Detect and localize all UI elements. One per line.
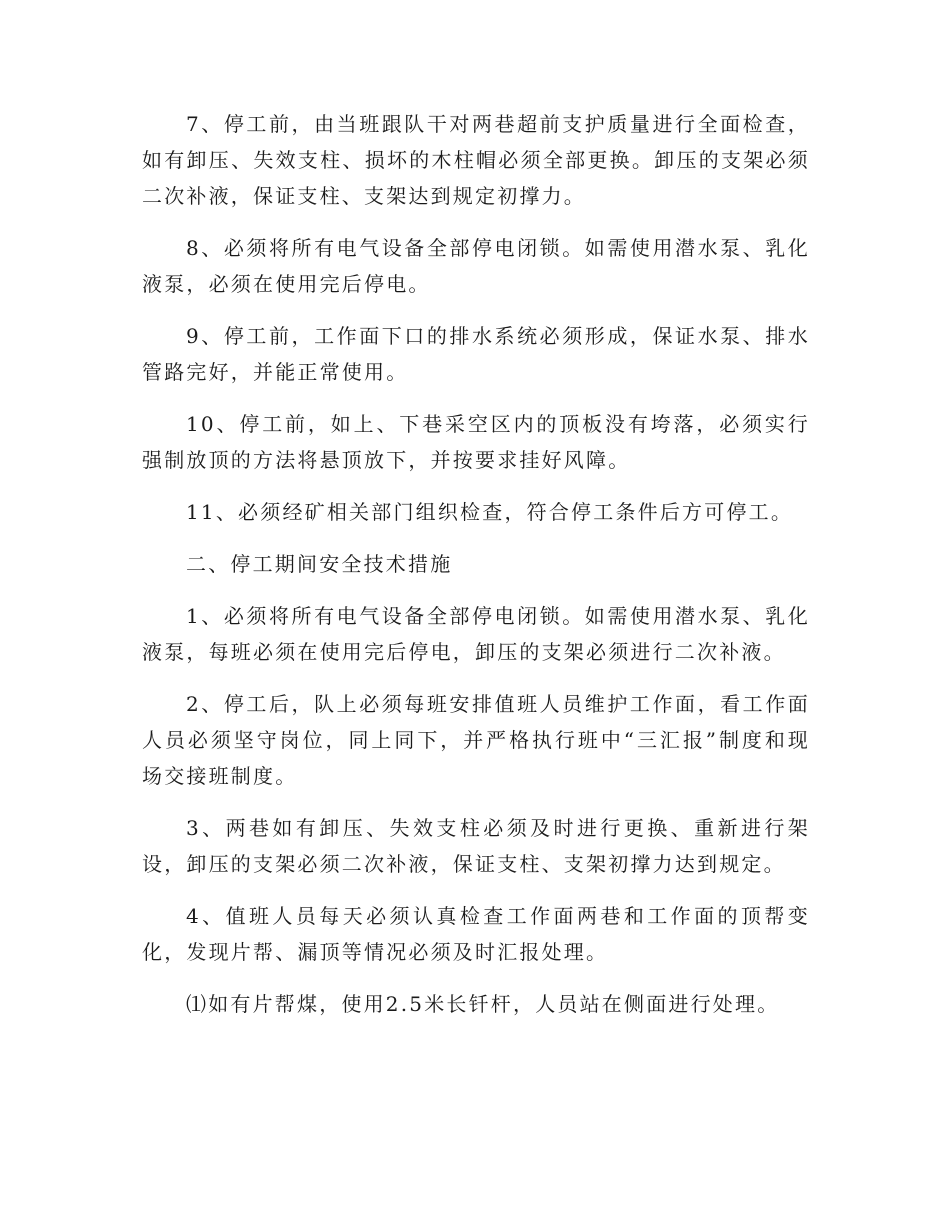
- section-heading: 二、停工期间安全技术措施: [186, 552, 453, 576]
- paragraph-item-7: 7、停工前，由当班跟队干对两巷超前支护质量进行全面检查，如有卸压、失效支柱、损坏的木柱帽必须全部更换。卸压的支架必须二次补液，保证支柱、支架达到规定初撑力。: [142, 112, 810, 208]
- sub-item-1: ⑴如有片帮煤，使用2.5米长钎杆，人员站在侧面进行处理。: [186, 992, 780, 1016]
- paragraph-item-4: 4、值班人员每天必须认真检查工作面两巷和工作面的顶帮变化，发现片帮、漏顶等情况必须及时汇报处理。: [142, 904, 810, 964]
- paragraph-item-9: 9、停工前，工作面下口的排水系统必须形成，保证水泵、排水管路完好，并能正常使用。: [142, 324, 810, 384]
- paragraph-item-3: 3、两巷如有卸压、失效支柱必须及时进行更换、重新进行架设，卸压的支架必须二次补液，保证支柱、支架初撑力达到规定。: [142, 816, 810, 876]
- paragraph-item-8: 8、必须将所有电气设备全部停电闭锁。如需使用潜水泵、乳化液泵，必须在使用完后停电。: [142, 236, 810, 296]
- paragraph-item-10: 10、停工前，如上、下巷采空区内的顶板没有垮落，必须实行强制放顶的方法将悬顶放下，并按要求挂好风障。: [142, 412, 810, 472]
- paragraph-item-2: 2、停工后，队上必须每班安排值班人员维护工作面，看工作面人员必须坚守岗位，同上同下，并严格执行班中“三汇报”制度和现场交接班制度。: [142, 692, 810, 788]
- paragraph-item-1: 1、必须将所有电气设备全部停电闭锁。如需使用潜水泵、乳化液泵，每班必须在使用完后停电，卸压的支架必须进行二次补液。: [142, 604, 810, 664]
- paragraph-item-11: 11、必须经矿相关部门组织检查，符合停工条件后方可停工。: [186, 500, 794, 524]
- document-body: [142, 106, 810, 1038]
